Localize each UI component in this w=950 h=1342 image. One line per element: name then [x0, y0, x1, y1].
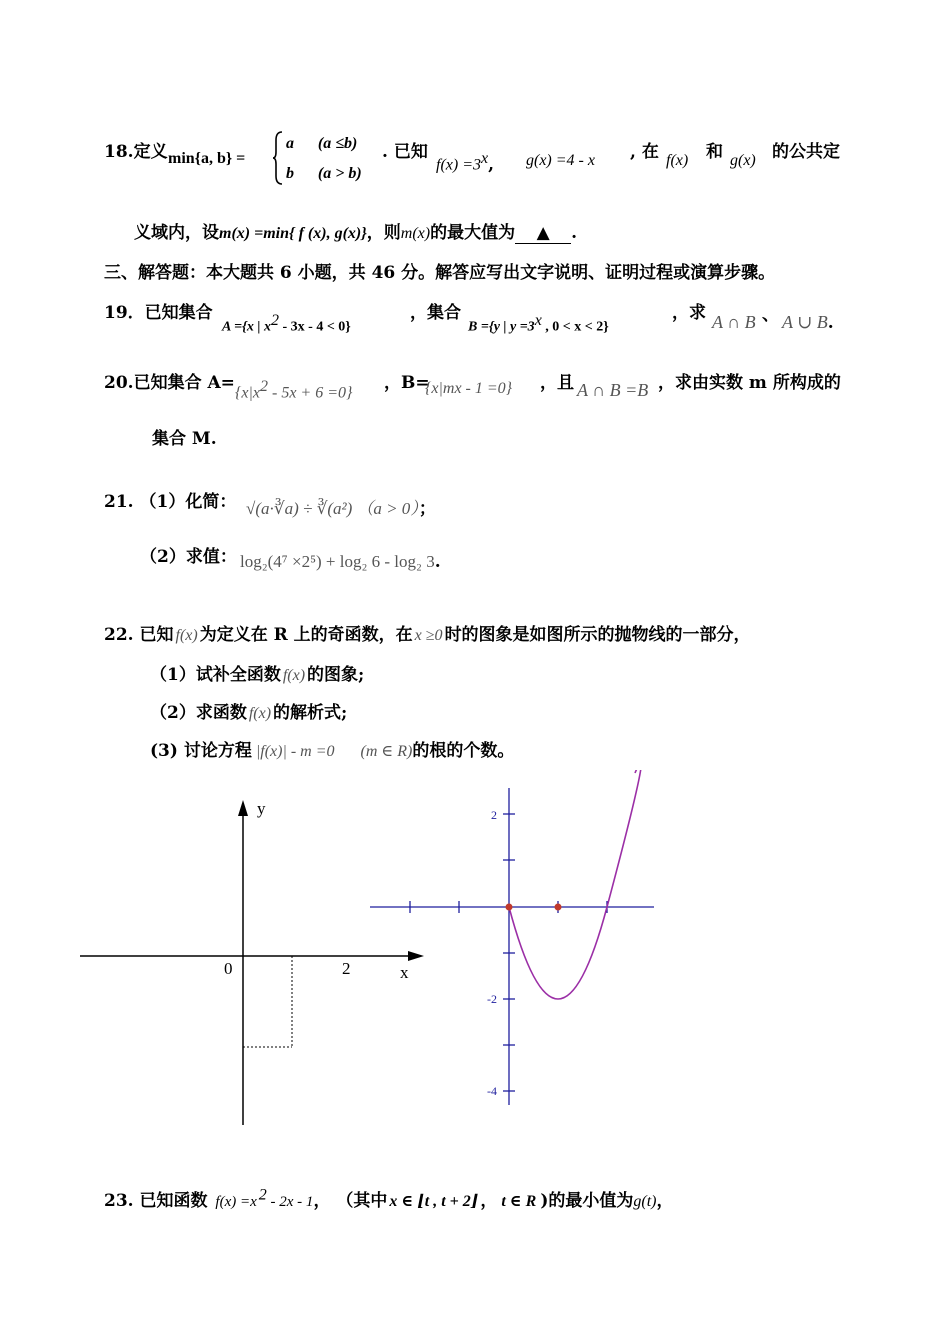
section-heading: 三、解答题：本大题共 6 小题，共 46 分。解答应写出文字说明、证明过程或演算步骤。	[104, 263, 776, 283]
q22-part2: （2）求函数 f(x) 的解析式;	[150, 703, 348, 723]
answer-blank: ▲	[515, 223, 571, 244]
q19-text-d: 、	[762, 305, 779, 325]
right-figure	[360, 770, 670, 1110]
y-axis-label: y	[257, 799, 266, 818]
g-definition: g(x) =4 - x	[526, 152, 595, 169]
parabola-curve	[509, 770, 641, 999]
q19-text-c: ，求	[672, 303, 706, 323]
f-definition: $f(x) =3^x$,	[436, 150, 495, 175]
point-x1	[555, 904, 562, 911]
q18-text-c: , 在	[630, 142, 659, 162]
q18-text-e: 的公共定	[772, 142, 840, 162]
q19-union: A ∪ B.	[782, 312, 834, 333]
q19-label: 19．已知集合	[104, 303, 213, 323]
q21-part2-label: （2）求值：	[140, 547, 237, 567]
q18-text-d: 和	[706, 142, 723, 162]
origin-label: 0	[224, 959, 233, 978]
min-definition: min{a, b} =	[168, 150, 246, 167]
q22-part1: （1）试补全函数 f(x) 的图象;	[150, 665, 365, 685]
q21-expr2: log₂(4⁷ ×2⁵) + log₂ 6 - log₂ 3.	[240, 552, 441, 572]
case2: b (a > b)	[286, 165, 362, 182]
ytick-neg2: -2	[487, 992, 497, 1006]
q21-expr1: √(a·∛a) ÷ ∛(a²) （a > 0）；	[246, 499, 436, 519]
case1: a (a ≤b)	[286, 135, 358, 152]
q21-label: 21. （1）化简：	[104, 492, 237, 512]
q20-setA: $\{x|x^2 - 5x + 6 =0\}$	[235, 378, 353, 402]
piecewise-brace	[272, 130, 284, 186]
q18-text-b: . 已知	[382, 142, 428, 162]
ytick-2: 2	[491, 808, 497, 822]
q22-line1: 22. 已知 f(x) 为定义在 R 上的奇函数，在 x ≥0 时的图象是如图所示的抛物线的一部分，	[104, 625, 751, 645]
q22-part3: (3) 讨论方程 |f(x)| - m =0 (m ∈ R)的根的个数。	[150, 741, 515, 761]
gx-ref: g(x)	[730, 152, 756, 169]
q19-setA: A ={x | $x^2 - 3x - 4 < 0$}	[222, 312, 351, 335]
fx-ref: f(x)	[666, 152, 689, 169]
q19-text-b: ，集合	[410, 303, 461, 323]
ytick-neg4: -4	[487, 1084, 497, 1098]
q23-line: 23. 已知函数 f(x) =x $^2$ - 2x - 1， （其中 x ∈ ⌊t , t + 2⌋ ， t ∈ R )的最小值为g(t)，	[104, 1186, 674, 1211]
tick-label-2: 2	[342, 959, 351, 978]
q20-text-c: ，且	[540, 373, 574, 393]
left-y-axis	[238, 800, 248, 1125]
point-origin	[506, 904, 513, 911]
right-y-axis	[503, 788, 515, 1105]
q20-line2: 集合 M.	[152, 429, 217, 449]
q20-text-d: ，求由实数 m 所构成的	[658, 373, 841, 393]
q19-setB: B ={y | $y =3^x$ , 0 < x < 2}	[468, 312, 609, 335]
q18-line1	[104, 137, 168, 162]
q20-condition: A ∩ B =B	[577, 380, 649, 400]
q20-setB: {x|mx - 1 =0}	[425, 380, 513, 397]
q20-text-b: ，B=	[384, 373, 430, 393]
x-axis-label: x	[400, 963, 409, 982]
q18-label: 18.定义	[104, 142, 168, 162]
q20-label: 20.已知集合 A=	[104, 373, 235, 393]
q18-line2: 义域内，设m(x) =min{ f (x), g(x)}，则m(x)的最大值为 ▲ .	[134, 223, 578, 243]
q19-intersection: A ∩ B	[712, 312, 756, 332]
